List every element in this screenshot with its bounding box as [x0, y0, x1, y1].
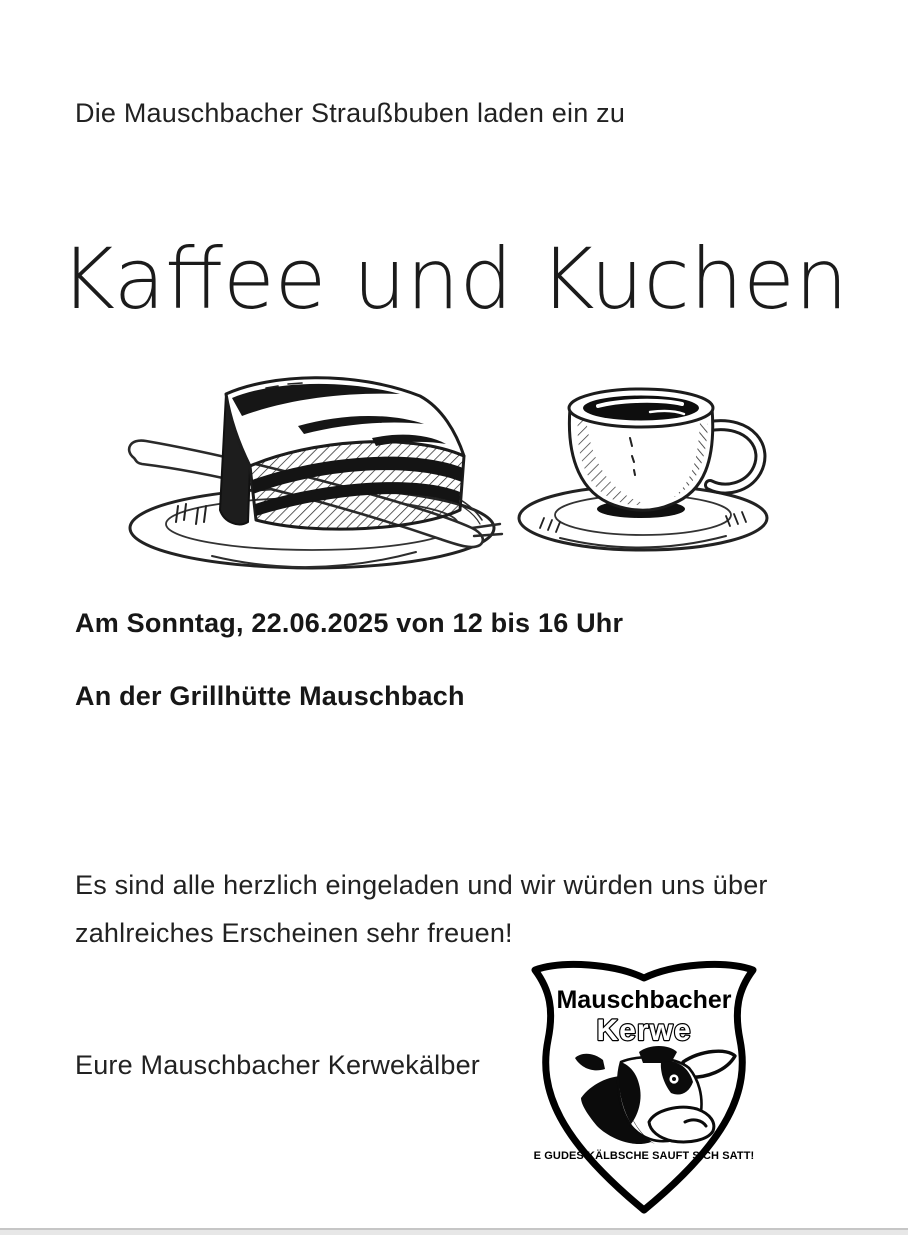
invitation-text — [75, 861, 768, 957]
event-datetime: Am Sonntag, 22.06.2025 von 12 bis 16 Uhr — [75, 608, 624, 638]
cake-and-coffee-illustration — [120, 368, 780, 575]
kerwe-shield-logo — [523, 956, 765, 1218]
page-bottom-edge — [0, 1228, 908, 1235]
coffee-cup-sketch — [519, 389, 767, 550]
logo-name-line2: Kerwe — [596, 1014, 692, 1047]
event-location: An der Grillhütte Mauschbach — [75, 681, 465, 711]
intro-text: Die Mauschbacher Straußbuben laden ein zu — [75, 98, 626, 128]
cake-sketch — [129, 378, 502, 568]
logo-name-line1: Mauschbacher — [556, 986, 732, 1014]
logo-slogan: E GUDES KÄLBSCHE SAUFT SICH SATT! — [533, 1150, 755, 1162]
invitation-line-2: zahlreiches Erscheinen sehr freuen! — [75, 918, 513, 948]
signature-text: Eure Mauschbacher Kerwekälber — [75, 1050, 480, 1080]
page-title: Kaffee und Kuchen — [60, 230, 848, 328]
invitation-line-1: Es sind alle herzlich eingeladen und wir würden uns über — [75, 870, 768, 900]
